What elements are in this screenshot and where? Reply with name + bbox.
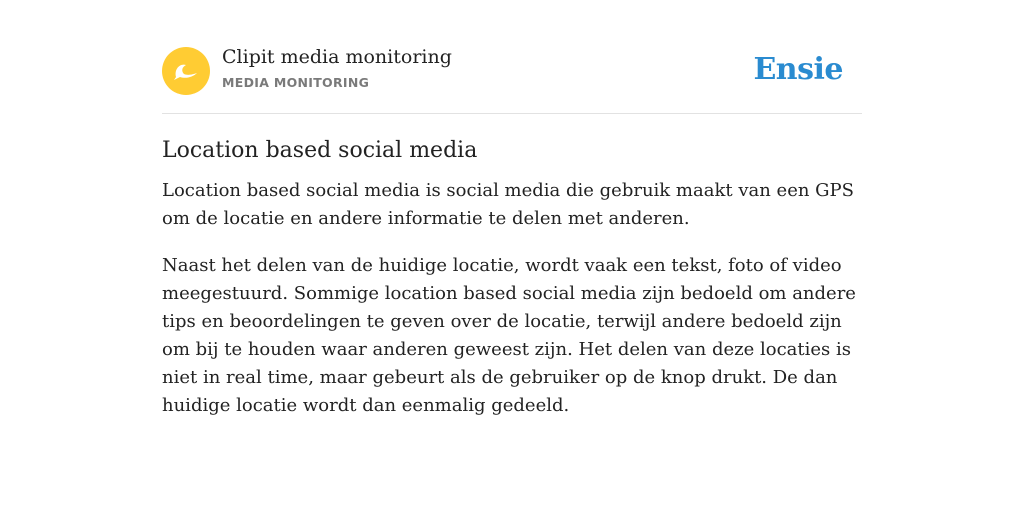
article-paragraph: Naast het delen van de huidige locatie, wordt vaak een tekst, foto of video meegestuurd. Sommige location based social media zijn bedoeld om andere tips en beoordelingen te geven over de locatie, terwijl andere bedoeld zijn om bij te houden waar anderen geweest zijn. Het delen van deze locaties is niet in real time, maar gebeurt als de gebruiker op de knop drukt. De dan huidige locatie wordt dan eenmalig gedeeld. xyxy=(162,255,856,416)
source-name[interactable]: Clipit media monitoring xyxy=(222,46,452,68)
source-logo[interactable] xyxy=(162,47,210,95)
article-paragraph: Location based social media is social media die gebruik maakt van een GPS om de locatie en andere informatie te delen met anderen. xyxy=(162,180,854,229)
chat-bubble-icon xyxy=(162,47,210,95)
article-title: Location based social media xyxy=(162,138,478,163)
card-header xyxy=(162,44,862,114)
definition-card xyxy=(162,44,862,420)
source-category: MEDIA MONITORING xyxy=(222,75,370,90)
brand-logo[interactable]: Ensie xyxy=(753,52,843,87)
